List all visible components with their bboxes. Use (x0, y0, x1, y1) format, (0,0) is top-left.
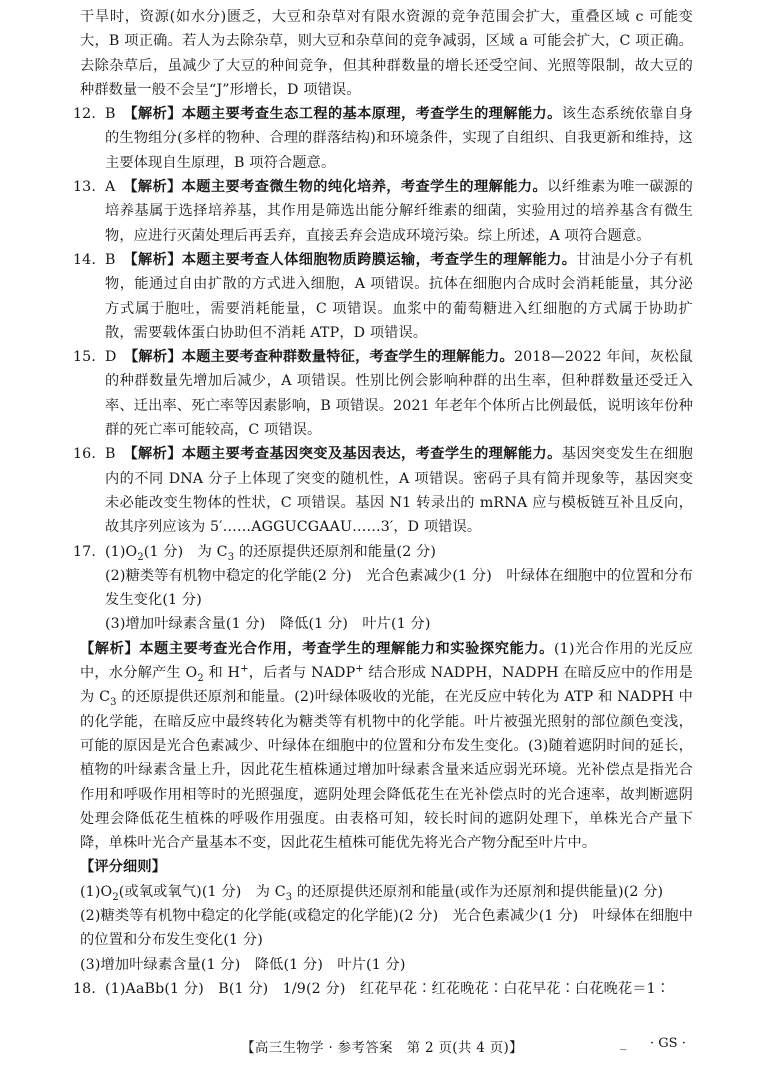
q13-answer: A (105, 179, 116, 196)
q17-analysis-1: (1)光合作用的光反应中，水分解产生 O (80, 640, 693, 682)
q14-analysis-body: 甘油是小分子有机物，能通过自由扩散的方式进入细胞，A 项错误。抗体在细胞内合成时会消耗能量，其分泌方式属于胞吐，需要消耗能量，C 项错误。血浆中的葡萄糖进入红细胞的方式属于协助扩散，需要载体蛋白协助但不消耗 ATP，D 项错误。 (105, 251, 693, 341)
q12-answer: B (105, 106, 116, 123)
q17-scoring-title: 【评分细则】 (80, 859, 167, 876)
q17-analysis (80, 637, 693, 856)
q16-item (73, 442, 693, 539)
q18-item (73, 977, 693, 1001)
q15-analysis-body: 2018—2022 年间，灰松鼠的种群数量先增加后减少，A 项错误。性别比例会影响种群的出生率，但种群数量还受迁入率、迁出率、死亡率等因素影响，B 项错误。2021 年老年个体所占比例最低，说明该年份种群的死亡率可能较高，C 项错误。 (105, 349, 694, 439)
q12-item (73, 102, 693, 175)
q14-answer: B (105, 251, 116, 268)
q17-analysis-2: 和 H (203, 665, 241, 682)
q17-s1-part-c: 的还原提供还原剂和能量(或作为还原剂和提供能量)(2 分) (292, 883, 664, 900)
q15-analysis-head: 【解析】本题主要考查种群数量特征，考查学生的理解能力。 (131, 349, 514, 366)
q14-analysis-head: 【解析】本题主要考查人体细胞物质跨膜运输，考查学生的理解能力。 (130, 251, 577, 268)
q17-analysis-head: 【解析】本题主要考查光合作用，考查学生的理解能力和实验探究能力。 (80, 640, 554, 657)
q12-analysis-body: 该生态系统依靠自身的生物组分(多样的物种、合理的群落结构)和环境条件，实现了自组织、自我更新和维持，这主要体现自生原理，B 项符合题意。 (105, 106, 693, 171)
q12-number: 12. (73, 106, 97, 123)
q17-analysis-5: 的还原提供还原剂和能量。(2)叶绿体吸收的光能，在光反应中转化为 ATP 和 NADPH 中的化学能，在暗反应中最终转化为糖类等有机物中的化学能。叶片被强光照射的部位颜色变浅，可能的原因是光合色素减少、叶绿体在细胞中的位置和分布发生变化。(3)随着遮阴时间的延长，植物的叶绿素含量上升，因此花生植株通过增加叶绿素含量来适应弱光环境。光补偿点是指光合作用和呼吸作用相等时的光照强度，遮阴处理会降低花生在光补偿点时的光合速率，故判断遮阴处理会降低花生植株的呼吸作用强度。由表格可知，较长时间的遮阴处理下，单株光合产量下降，单株叶光合产量基本不变，因此花生植株可能优先将光合产物分配至叶片中。 (80, 689, 693, 852)
q17-l1-part-a: (1)O (105, 543, 138, 560)
q17-s1-part-b: (或氧或氧气)(1 分) 为 C (118, 883, 286, 900)
q17-scoring-1 (80, 880, 693, 904)
footer-mark: _ (620, 1036, 627, 1051)
q17-l1-part-c: 的还原提供还原剂和能量(2 分) (234, 543, 437, 560)
q12-analysis-head: 【解析】本题主要考查生态工程的基本原理，考查学生的理解能力。 (130, 106, 562, 123)
q17-l1-part-b: (1 分) 为 C (143, 543, 228, 560)
q15-item (73, 345, 694, 442)
q16-analysis-head: 【解析】本题主要考查基因突变及基因表达，考查学生的理解能力。 (130, 446, 562, 463)
page-footer: 【高三生物学 · 参考答案 第 2 页(共 4 页)】 (241, 1040, 523, 1056)
q17-answer-line-3: (3)增加叶绿素含量(1 分) 降低(1 分) 叶片(1 分) (105, 616, 431, 633)
q17-answer-line-1 (73, 540, 693, 564)
q15-number: 15. (73, 349, 97, 366)
q13-analysis-head: 【解析】本题主要考查微生物的纯化培养，考查学生的理解能力。 (130, 179, 548, 196)
q13-analysis-body: 以纤维素为唯一碳源的培养基属于选择培养基，其作用是筛选出能分解纤维素的细菌，实验用过的培养基含有微生物，应进行灭菌处理后再丢弃，直接丢弃会造成环境污染。综上所述，A 项符合题意。 (105, 179, 693, 244)
q17-analysis-2-sup: + (240, 663, 249, 675)
q17-s1-part-a: (1)O (80, 883, 113, 900)
q15-answer: D (105, 349, 117, 366)
q17-analysis-4: 结合形成 NADPH，NADPH 在暗反应中的作用是为 C (80, 665, 693, 706)
q11-continuation: 干旱时，资源(如水分)匮乏，大豆和杂草对有限水资源的竞争范围会扩大，重叠区域 c 可能变大，B 项正确。若人为去除杂草，则大豆和杂草间的竞争减弱，区域 a 可能会扩大，C 项正确。去除杂草后，虽减少了大豆的种间竞争，但其种群数量的增长还受空间、光照等限制，故大豆的种群数量一般不会呈“J”形增长，D 项错误。 (80, 9, 693, 98)
q16-answer: B (105, 446, 116, 463)
q17-number: 17. (73, 543, 97, 560)
q17-analysis-3-sup: + (355, 663, 364, 675)
q16-analysis-body: 基因突变发生在细胞内的不同 DNA 分子上体现了突变的随机性，A 项错误。密码子具有简并现象等，基因突变未必能改变生物体的性状，C 项错误。基因 N1 转录出的 mRNA 应与模板链互补且反向，故其序列应该为 5′……AGGUCGAAU……3′，D 项错误。 (105, 446, 693, 536)
q17-scoring-3: (3)增加叶绿素含量(1 分) 降低(1 分) 叶片(1 分) (80, 956, 406, 973)
q18-answer-line: (1)AaBb(1 分) B(1 分) 1/9(2 分) 红花早花∶红花晚花∶白花早花∶白花晚花＝1∶ (105, 980, 671, 997)
q14-item (73, 248, 693, 345)
footer-code: · GS · (650, 1036, 686, 1051)
q18-number: 18. (73, 980, 97, 997)
q17-s1-sub-a: 2 (112, 891, 119, 903)
q17-analysis-1-sub: 2 (197, 672, 204, 684)
q17-s1-sub-b: 3 (285, 891, 293, 903)
q16-number: 16. (73, 446, 97, 463)
q17-analysis-3: ，后者与 NADP (248, 665, 356, 682)
q13-item (73, 175, 693, 248)
q13-number: 13. (73, 179, 97, 196)
answer-content (73, 5, 694, 1001)
q17-answer-line-2: (2)糖类等有机物中稳定的化学能(2 分) 光合色素减少(1 分) 叶绿体在细胞中的位置和分布发生变化(1 分) (105, 567, 693, 609)
q17-l1-sub-a: 2 (137, 551, 144, 563)
q17-l1-sub-b: 3 (227, 551, 235, 563)
q17-analysis-4-sub: 3 (110, 697, 117, 709)
q14-number: 14. (73, 251, 97, 268)
q17-scoring-2: (2)糖类等有机物中稳定的化学能(或稳定的化学能)(2 分) 光合色素减少(1 分) 叶绿体在细胞中的位置和分布发生变化(1 分) (80, 907, 693, 949)
